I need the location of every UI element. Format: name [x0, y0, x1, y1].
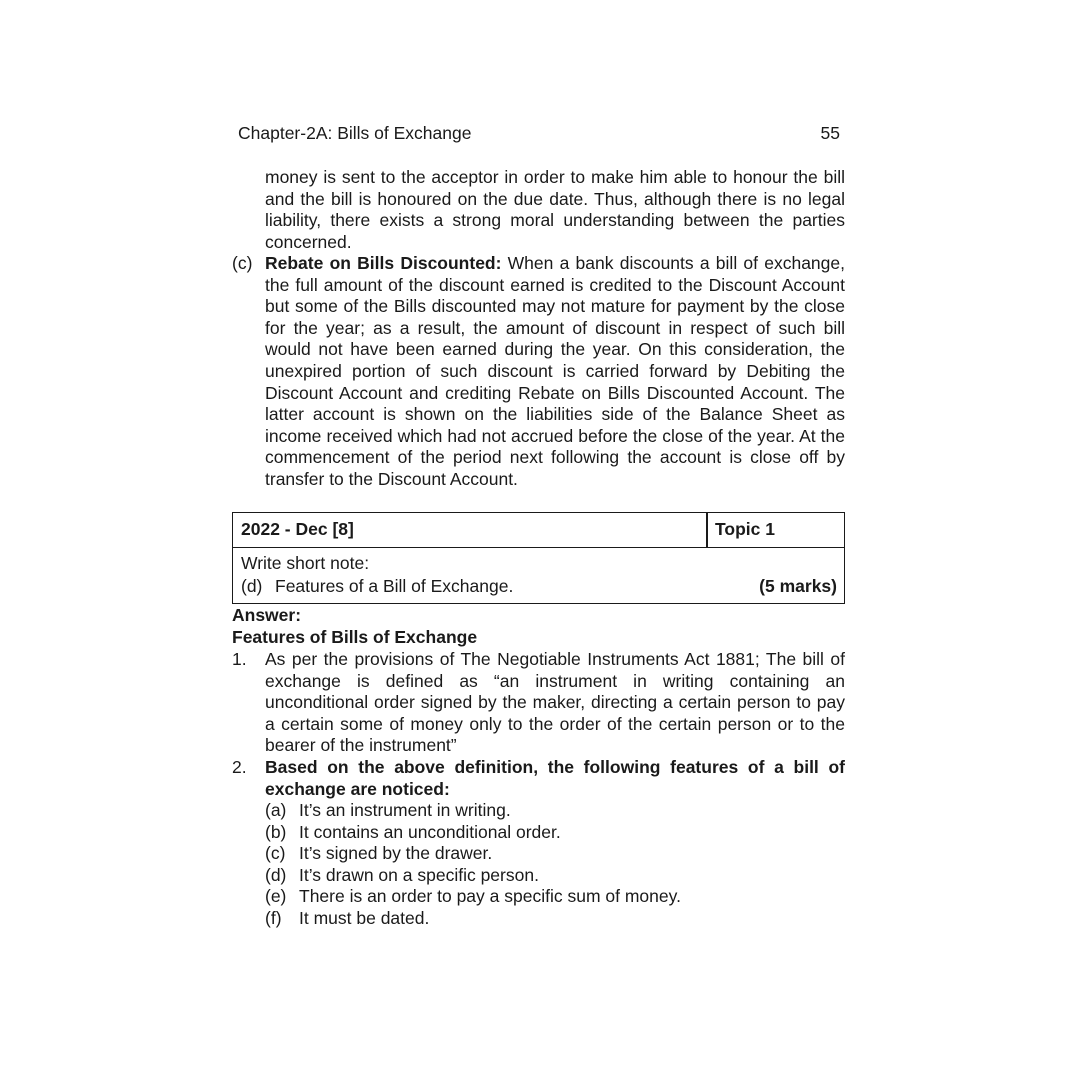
question-label: (d) [241, 576, 263, 596]
continuation-paragraph: money is sent to the acceptor in order to make him able to honour the bill and the bill is honoured on the due date. Thus, although there is no legal liability, there exists a strong moral understanding between the parties concerned. [265, 167, 845, 252]
sub-text: It’s drawn on a specific person. [299, 864, 539, 885]
point-text: As per the provisions of The Negotiable Instruments Act 1881; The bill of exchange is defined as “an instrument in writing containing an unconditional order signed by the maker, directing a certain person to pay a certain some of money only to the order of the certain person or to the bearer of the instrument” [265, 649, 845, 756]
list-item [265, 800, 845, 822]
item-heading: Rebate on Bills Discounted: [265, 253, 502, 273]
question-text: Features of a Bill of Exchange. [275, 576, 514, 596]
sub-text: It contains an unconditional order. [299, 821, 561, 842]
question-topic: Topic 1 [715, 519, 775, 539]
point-text: Based on the above definition, the following features of a bill of exchange are noticed: [265, 757, 845, 799]
list-item [265, 886, 845, 908]
chapter-title: Chapter-2A: Bills of Exchange [238, 123, 472, 143]
answer-label: Answer: [232, 605, 302, 625]
question-reference: 2022 - Dec [8] [241, 519, 354, 539]
features-list [265, 800, 845, 930]
question-header-row [233, 513, 844, 548]
sub-label: (b) [265, 821, 287, 842]
sub-text: It’s an instrument in writing. [299, 800, 511, 820]
question-marks: (5 marks) [759, 576, 837, 596]
sub-text: It must be dated. [299, 907, 430, 928]
list-item [265, 822, 845, 844]
list-item [265, 908, 845, 930]
question-instruction: Write short note: [241, 553, 370, 573]
sub-label: (d) [265, 864, 287, 885]
item-text [265, 253, 845, 491]
sub-label: (f) [265, 907, 282, 928]
list-item [265, 843, 845, 865]
sub-label: (a) [265, 800, 287, 820]
page-number: 55 [820, 123, 840, 143]
column-divider [706, 513, 708, 547]
point-number: 2. [232, 757, 247, 777]
list-item [265, 865, 845, 887]
question-box [232, 512, 845, 604]
sub-label: (c) [265, 843, 286, 864]
answer-heading: Features of Bills of Exchange [232, 627, 478, 647]
sub-label: (e) [265, 886, 287, 907]
point-number: 1. [232, 649, 247, 669]
item-body: When a bank discounts a bill of exchange, the full amount of the discount earned is credited to the Discount Account but some of the Bills discounted may not mature for payment by the close for the year; as a result, the amount of discount in respect of such bill would not have been earned during the year. On this consideration, the unexpired portion of such discount is carried forward by Debiting the Discount Account and crediting Rebate on Bills Discounted Account. The latter account is shown on the liabilities side of the Balance Sheet as income received which had not accrued before the close of the year. At the commencement of the period next following the account is close off by transfer to the Discount Account. [265, 253, 845, 489]
item-label: (c) [232, 253, 253, 273]
sub-text: There is an order to pay a specific sum of money. [299, 886, 681, 907]
sub-text: It’s signed by the drawer. [299, 843, 493, 864]
